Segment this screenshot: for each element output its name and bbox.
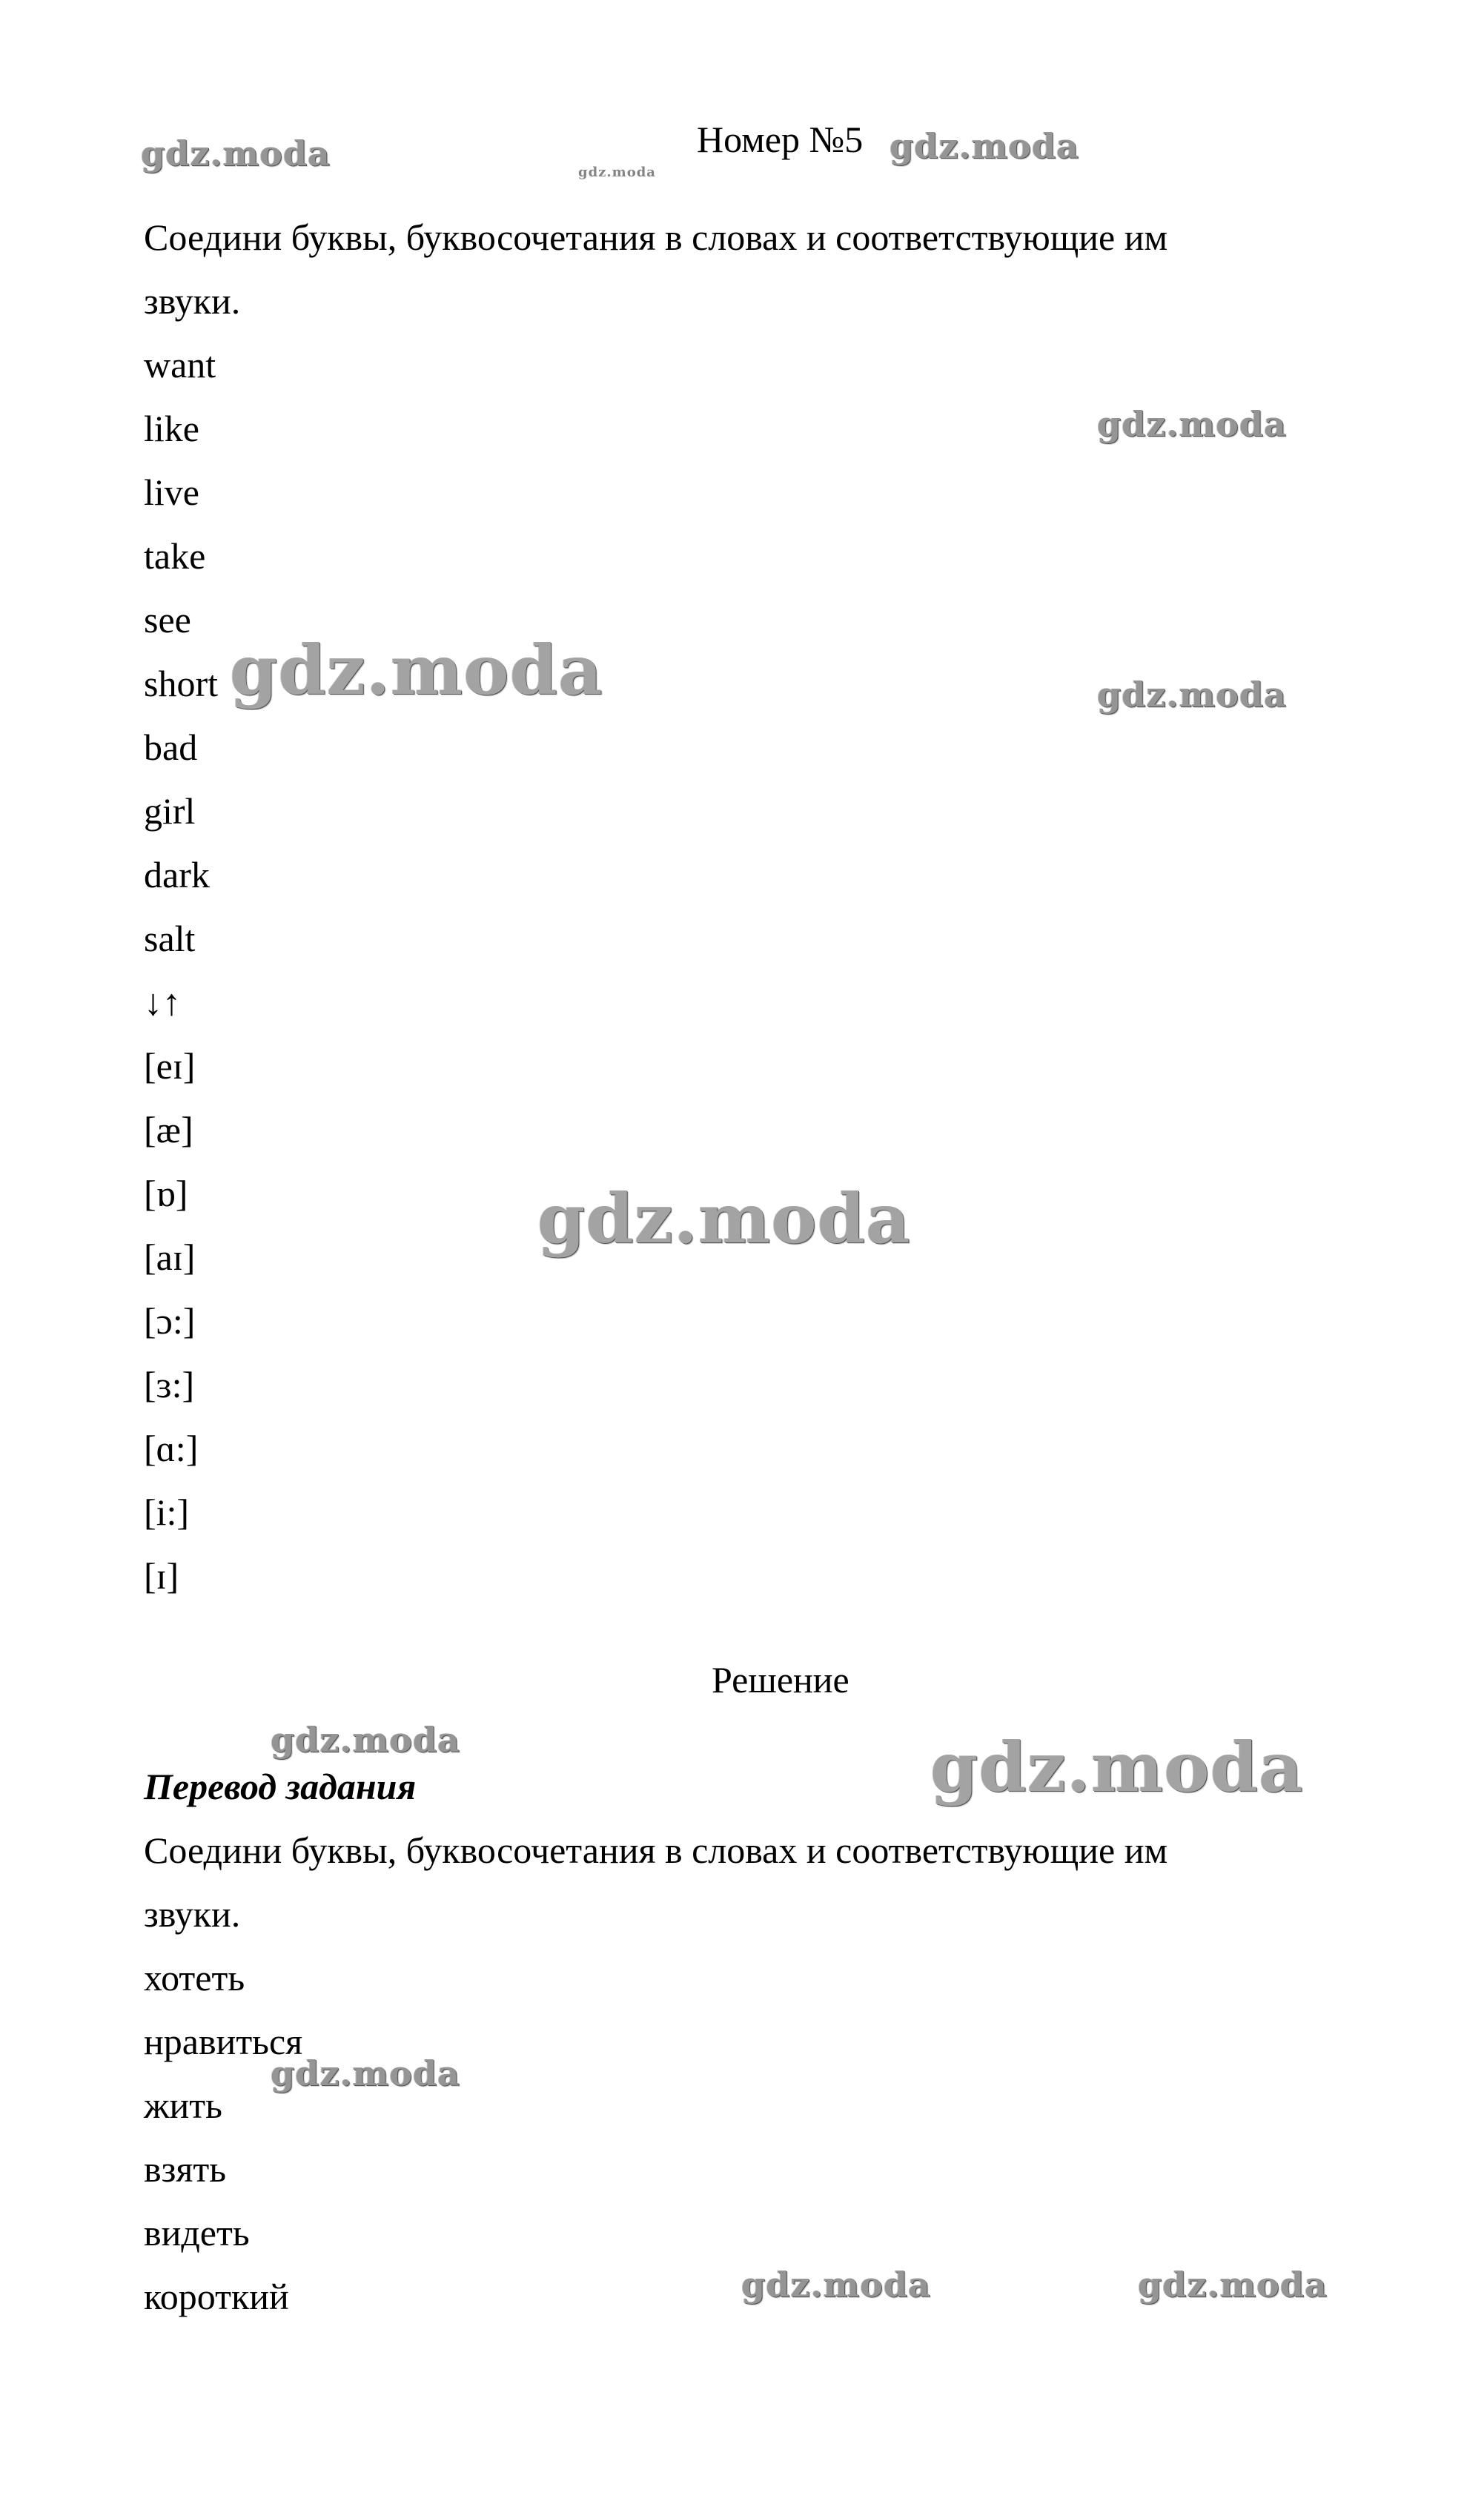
- translation-word: взять: [144, 2148, 227, 2190]
- watermark-logo: gdz.moda: [271, 1720, 460, 1760]
- word-item: see: [144, 599, 191, 640]
- watermark-logo: gdz.moda: [1097, 675, 1287, 715]
- solution-title: Решение: [712, 1659, 849, 1700]
- word-item: want: [144, 344, 216, 385]
- translation-word: хотеть: [144, 1957, 245, 1998]
- word-item: salt: [144, 918, 196, 959]
- watermark-logo: gdz.moda: [930, 1727, 1304, 1807]
- word-item: take: [144, 535, 206, 577]
- translation-word: видеть: [144, 2212, 250, 2253]
- sound-item: [eɪ]: [144, 1045, 196, 1087]
- word-item: short: [144, 663, 218, 704]
- sound-item: [ɪ]: [144, 1555, 179, 1597]
- page-title: Номер №5: [697, 119, 864, 160]
- task-instruction-line-1: Соедини буквы, буквосочетания в словах и соответствующие им: [144, 216, 1168, 258]
- word-item: live: [144, 471, 199, 513]
- solution-instruction-line-2: звуки.: [144, 1893, 241, 1935]
- sound-item: [ɑ:]: [144, 1428, 199, 1469]
- sound-item: [ɒ]: [144, 1173, 188, 1214]
- translation-word: жить: [144, 2084, 222, 2126]
- watermark-logo: gdz.moda: [1097, 404, 1287, 444]
- word-item: dark: [144, 854, 210, 895]
- watermark-logo: gdz.moda: [890, 126, 1079, 166]
- word-item: bad: [144, 726, 198, 768]
- sound-item: [ɔ:]: [144, 1300, 196, 1342]
- sound-item: [i:]: [144, 1491, 190, 1533]
- watermark-logo: gdz.moda: [741, 2265, 931, 2305]
- translation-word: короткий: [144, 2276, 289, 2317]
- watermark-logo: gdz.moda: [271, 2053, 460, 2093]
- watermark-logo: gdz.moda: [230, 630, 603, 710]
- watermark-logo: gdz.moda: [141, 133, 331, 173]
- word-item: like: [144, 408, 199, 449]
- sound-item: [æ]: [144, 1109, 193, 1150]
- task-instruction-line-2: звуки.: [144, 280, 241, 322]
- solution-instruction-line-1: Соедини буквы, буквосочетания в словах и соответствующие им: [144, 1829, 1168, 1871]
- translation-word: нравиться: [144, 2021, 303, 2062]
- translation-heading: Перевод задания: [144, 1766, 417, 1807]
- watermark-logo: gdz.moda: [1138, 2265, 1328, 2305]
- sound-item: [aɪ]: [144, 1236, 196, 1278]
- arrows-symbol: ↓↑: [144, 981, 181, 1023]
- watermark-logo: gdz.moda: [578, 165, 656, 180]
- word-item: girl: [144, 790, 196, 832]
- sound-item: [ɜ:]: [144, 1364, 195, 1405]
- watermark-logo: gdz.moda: [537, 1179, 911, 1259]
